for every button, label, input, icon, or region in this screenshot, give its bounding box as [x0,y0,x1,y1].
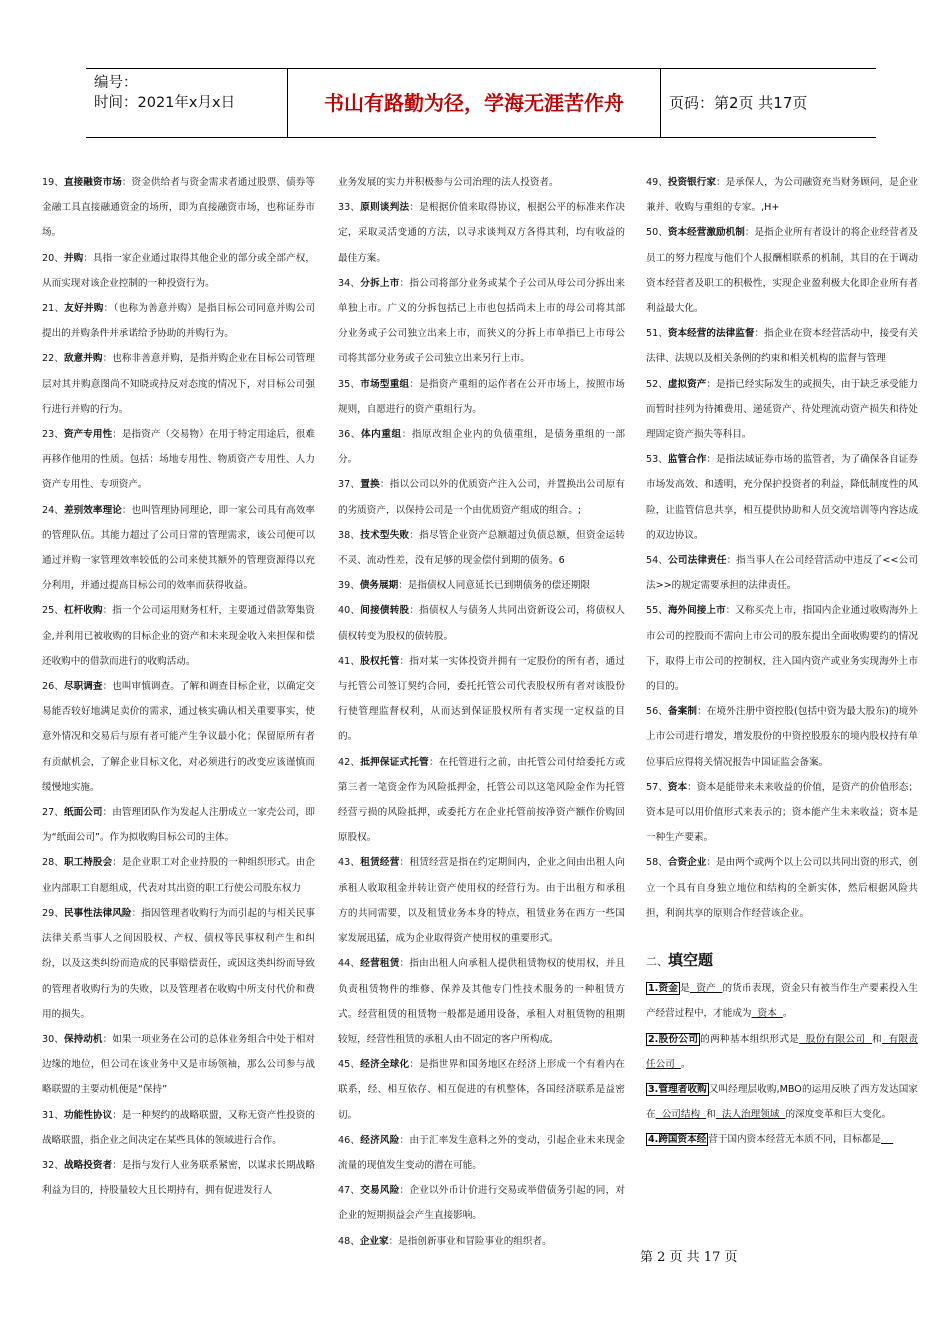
question-text: 的两种基本组织形式是 [700,1033,800,1045]
entry-text: ：是指资产（交易物）在用于特定用途后，很难再移作他用的性质。包括：场地专用性、物质资产专用性、人力资产专用性、专项资产。 [42,429,315,491]
definition-entry [338,951,625,1052]
question-keyword-box: 4.跨国资本经 [648,1134,707,1146]
question-text: 的深度变革和巨大变化。 [785,1109,892,1121]
answer-blank: 法人治理领域 [715,1109,786,1121]
entry-text: ：具指一家企业通过取得其他企业的部分或全部产权，从而实现对该企业控制的一种投资行为。 [42,252,316,289]
entry-text: ：如果一项业务在公司的总体业务组合中处于相对边缘的地位，但公司在该业务中又是市场领袖，那么公司参与战略联盟的主要动机便是“保持” [42,1033,316,1096]
entry-number: 49、 [646,177,668,188]
definition-entry [42,901,315,1027]
entry-number: 25、 [42,605,64,617]
entry-term: 置换 [360,479,380,491]
definition-entry [42,850,315,900]
entry-term: 备案制 [668,706,698,718]
entry-number: 24、 [42,504,64,516]
number-label: 编号： [94,75,138,91]
entry-number: 55、 [646,605,668,617]
entry-term: 股权托管 [360,655,400,667]
answer-blank: 资本 [751,1008,783,1020]
definition-entry [646,598,918,699]
entry-term: 原则谈判法 [360,202,410,214]
entry-text: ：是指企业所有者设计的将企业经营者及员工的努力程度与他们个人报酬相联系的机制，其目的在于调动资本经营者及职工的积极性，实现企业盈利极大化即企业所有者利益最大化。 [646,227,919,315]
entry-term: 企业家 [359,1235,389,1247]
entry-term: 尽职调查 [63,681,103,693]
question-text: 和 [872,1033,882,1045]
entry-number: 31、 [42,1109,64,1121]
entry-text: ：是企业职工对企业持股的一种组织形式。由企业内部职工自愿组成，代表对其出资的职工行使公司股东权力 [42,857,315,894]
entry-number: 44、 [338,958,361,970]
entry-text: ：是指创新事业和冒险事业的组织者。 [388,1235,552,1247]
definition-entry [338,372,625,422]
definition-entry [42,246,315,296]
entry-term: 保持动机 [63,1033,103,1045]
page-footer: 第 2 页 共 17 页 [640,1250,738,1265]
entry-text: ：是一种契约的战略联盟，又称无资产性投资的战略联盟，指企业之间决定在某些具体的领域进行合作。 [42,1109,315,1146]
definition-entry [646,321,918,371]
entry-text: ：是指资产重组的运作者在公开市场上，按照市场规则，自愿进行的资产重组行为。 [338,378,626,415]
entry-number: 19、 [42,177,64,188]
entry-text: ：租赁经营是指在约定期间内，企业之间由出租人向承租人收取租金并转让资产使用权的经营行为。由于出租方和承租方的共同需要，以及租赁业务本身的特点，租赁业务在西方一些国家发展迅猛，成为企业取得资产使用权的重要形式。 [338,857,626,945]
entry-text: 业务发展的实力并积极参与公司治理的法人投资者。 [338,177,559,188]
definition-entry [646,775,918,851]
definition-entry [646,850,918,926]
definition-entry [338,523,625,573]
entry-text: ：（也称为善意并购）是指目标公司同意并购公司提出的并购条件并承诺给予协助的并购行为。 [42,303,316,340]
entry-number: 52、 [646,378,668,390]
entry-text: ：指债权人与债务人共同出资新设公司，将债权人债权转变为股权的债转股。 [338,605,626,642]
entry-term: 合资企业 [667,857,707,869]
definition-entry [338,1052,625,1128]
entry-term: 海外间接上市 [667,605,726,617]
question-keyword-box: 1.资金 [648,983,679,995]
entry-number: 48、 [338,1235,360,1247]
definition-entry [42,346,315,422]
entry-text: ：是指与发行人业务联系紧密，以谋求长期战略利益为目的，持股量较大且长期持有，拥有促进发行人 [42,1159,315,1197]
question-keyword-box: 3.管理者收购 [648,1083,707,1095]
definition-entry [338,1128,625,1178]
entry-text: ：指企业在资本经营活动中，接受有关法律、法规以及相关条例的约束和相关机构的监督与管理 [646,328,918,365]
definition-entry [338,598,625,648]
entry-text: ：是指法域证券市场的监管者，为了确保各自证券市场发高效、和透明，充分保护投资者的利益，降低制度性的风险，让监管信息共享，相互提供协助和人员交流培训等内容达成的双边协议。 [646,454,919,541]
entry-text: ：是根据价值来取得协议，根据公平的标准来作决定，采取灵活变通的方法，以寻求谈判双方各得其利，均有收益的最佳方案。 [338,202,626,264]
entry-number: 33、 [338,202,361,214]
definition-entry [646,548,918,598]
entry-text: ：资本是能带来未来收益的价值，是资产的价值形态；资本是可以用价值形式来表示的；资本能产生未来收益；资本是一种生产要素。 [646,781,918,844]
entry-text: ：指尽管企业资产总额超过负债总额，但资金运转不灵、流动性差，没有足够的现金偿付到期的债务。6 [338,529,626,567]
entry-number: 43、 [338,857,361,869]
entry-number: 26、 [42,681,64,693]
entry-number: 37、 [338,479,361,491]
definition-entry [338,850,625,951]
entry-term: 租赁经营 [360,857,400,869]
column-3 [646,170,918,1153]
definition-entry [646,699,918,775]
entry-text: ：是指债权人同意延长已到期债务的偿还期限 [398,580,591,592]
definition-entry [42,1153,315,1203]
entry-term: 直接融资市场 [63,177,122,188]
question-text: 。 [782,1008,793,1020]
question-text: 。 [680,1058,691,1070]
definition-entry [42,296,315,346]
entry-number: 20、 [42,252,64,264]
definition-entry [338,750,625,851]
entry-text: ：指公司将部分业务或某个子公司从母公司分拆出来单独上市。广义的分拆包括已上市也包括尚未上市的母公司将其部分业务或子公司独立出来上市，而狭义的分拆上市单指已上市母公司将其部分业务或子公司独立出来另行上市。 [338,277,626,365]
definition-entry [338,472,625,522]
definition-entry [42,598,315,674]
entry-number: 46、 [338,1134,361,1146]
entry-number: 54、 [646,555,669,567]
entry-text: ：在托管进行之前，由托管公司付给委托方或第三者一笔资金作为风险抵押金，托管公司以这笔风险金作为托管经营亏损的风险抵押，或委托方在企业托管前按净资产额作价购回原股权。 [338,756,626,844]
answer-blank: 有限责任公司 [646,1033,919,1070]
definition-entry [42,422,315,498]
time-label: 时间：2021年x月x日 [94,95,236,111]
entry-text: ：指当事人在公司经营活动中违反了<<公司法>>的规定需要承担的法律责任。 [646,555,918,592]
entry-term: 杠杆收购 [63,605,103,617]
entry-number: 35、 [338,378,361,390]
entry-term: 监管合作 [667,454,707,466]
entry-number: 41、 [338,655,361,667]
entry-number: 45、 [338,1059,361,1071]
motto: 书山有路勤为径，学海无涯苦作舟 [287,69,661,137]
definition-entry [338,649,625,750]
definition-entry [338,573,625,598]
section-heading: 二、填空题 [646,951,714,970]
definition-entry [42,674,315,800]
question-text: 营于国内资本经营无本质不同，目标都是 [708,1134,881,1146]
entry-term: 分拆上市 [360,277,400,289]
entry-number: 39、 [338,580,360,592]
definition-entry [338,271,625,372]
entry-term: 敌意并购 [63,353,103,365]
entry-term: 体内重组 [360,429,402,441]
entry-term: 职工持股会 [63,857,113,869]
entry-text: ：指由出租人向承租人提供租赁物权的使用权，并且负责租赁物件的维修、保养及其他专门性技术服务的一种租赁方式。经营租赁的租赁物一般都是通用设备，承租人对租赁物的租期较短，经营性租赁的承租人由不固定的客户所构成。 [338,958,626,1045]
entry-text: ：资金供给者与资金需求者通过股票、债券等金融工具直接融通资金的场所，即为直接融资市场，也称证券市场。 [42,177,315,239]
entry-text: ：企业以外币计价进行交易或举借债务引起的同，对企业的短期损益会产生直接影响。 [338,1185,626,1222]
entry-text: ：在境外注册中资控股(包括中资为最大股东)的境外上市公司进行增发，增发股份的中资控股股东的境内股权持有单位事后应得将关情况报告中国证监会备案。 [646,706,918,768]
entry-text: ：又称买壳上市，指国内企业通过收购海外上市公司的控股而不需向上市公司的股东提出全面收购要约的情况下，取得上市公司的控制权，注入国内资产或业务实现海外上市的目的。 [646,605,918,693]
entry-text: ：是指世界和国务地区在经济上形成一个有着内在联系，经、相互依存、相互促进的有机整体，各国经济联系是益密切。 [338,1059,626,1121]
entry-number: 22、 [42,353,64,365]
header-left [94,69,284,141]
entry-number: 58、 [646,857,668,869]
entry-term: 交易风险 [360,1185,400,1197]
definition-entry [338,1229,625,1254]
entry-number: 42、 [338,756,361,768]
entry-term: 并购 [63,252,84,264]
answer-blank: 股份有限公司 [799,1033,873,1045]
entry-number: 57、 [646,781,668,793]
definition-entry [42,800,315,850]
definition-entry [338,195,625,271]
entry-number: 40、 [338,605,361,617]
answer-blank [881,1134,893,1145]
entry-text: ：是指已经实际发生的或损失，由于缺乏承受能力而暂时挂列为待摊费用、递延资产、待处理流动资产损失和待处理固定资产损失等科目。 [646,378,919,441]
entry-term: 抵押保证式托管 [360,756,429,768]
entry-term: 经济全球化 [360,1059,410,1071]
definition-entry [646,220,918,321]
entry-term: 投资银行家 [667,177,716,188]
definition-entry [338,170,625,195]
definition-entry [338,422,625,472]
question-keyword-box: 2.股份公司 [648,1033,699,1045]
fill-blank-question [646,1077,918,1127]
definition-entry [646,447,918,548]
entry-number: 34、 [338,277,361,289]
question-text: 和 [706,1109,716,1121]
entry-number: 53、 [646,454,668,466]
entry-number: 56、 [646,706,669,718]
entry-number: 30、 [42,1033,64,1045]
entry-term: 资本经营激励机制 [667,227,745,239]
fill-blank-question [646,1127,918,1152]
entry-term: 功能性协议 [63,1109,113,1121]
definition-entry [646,170,918,220]
entry-text: ：也称非善意并购，是指并购企业在目标公司管理层对其并购意图尚不知晓或持反对态度的情况下，对目标公司强行进行并购的行为。 [42,353,316,415]
entry-number: 23、 [42,429,64,441]
entry-text: ：指因管理者收购行为而引起的与相关民事法律关系当事人之间因股权、产权、债权等民事权利产生和纠纷，以及这类纠纷而造成的民事赔偿责任，或因这类纠纷而导致的管理者收购行为的失败，以及管理者在收购中所支付代价和费用的损失。 [42,907,316,1020]
entry-text: ：是承保人，为公司融资充当财务顾问，是企业兼并、收购与重组的专家。,H+ [646,177,918,214]
definition-entry [42,170,315,246]
entry-term: 友好并购 [64,303,104,315]
entry-term: 纸面公司 [63,807,103,819]
entry-text: ：也叫审慎调查。了解和调查目标企业，以确定交易能否较好地满足卖价的需求，通过核实确认相关重要事实，使意外情况和交易后与原有者可能产生争议最小化；保留原所有者有贡献机会，了解企业目标文化，对必须进行的改变应该谨慎而缓慢地实施。 [42,681,316,793]
question-text: 是 [680,983,690,995]
fill-blank-question [646,976,918,1026]
entry-text: ：指一个公司运用财务杠杆，主要通过借款筹集资金,并利用已被收购的目标企业的资产和未来现金收入来担保和偿还收购中的借款而进行的收购活动。 [42,605,316,667]
entry-text: ：指以公司以外的优质资产注入公司，并置换出公司原有的劣质资产，以保持公司是一个由优质资产组成的组合。; [338,479,626,516]
entry-term: 资本 [667,781,688,793]
entry-number: 38、 [338,529,361,541]
entry-text: ：由管理团队作为发起人注册成立一家壳公司，即为“纸面公司”。作为拟收购目标公司的主体。 [42,807,316,844]
entry-number: 27、 [42,807,64,819]
entry-number: 50、 [646,227,668,239]
entry-term: 市场型重组 [360,378,410,390]
entry-number: 36、 [338,429,361,441]
question-text: 的货币表现，资金只有被当作生产要素投入生产经营过程中，才能成为 [646,983,919,1020]
entry-term: 经营租赁 [360,958,400,970]
question-text: 又叫经理层收购,MBO的运用反映了西方发达国家在 [646,1083,918,1121]
definition-entry [338,1178,625,1228]
column-2 [338,170,625,1254]
definition-entry [42,1103,315,1153]
column-1 [42,170,315,1203]
entry-term: 经济风险 [360,1134,400,1146]
entry-term: 战略投资者 [63,1159,113,1171]
entry-number: 29、 [42,907,64,919]
entry-term: 债务展期 [359,580,399,592]
definition-entry [42,498,315,599]
entry-text: ：是由两个或两个以上公司以共同出资的形式，创立一个具有自身独立地位和结构的全新实体，然后根据风险共担，利润共享的原则合作经营该企业。 [646,857,919,919]
answer-blank: 公司结构 [655,1109,707,1121]
entry-term: 资产专用性 [63,429,113,441]
entry-number: 47、 [338,1185,361,1197]
answer-blank: 资产 [689,983,723,995]
page-header [86,68,876,138]
entry-number: 21、 [42,303,65,315]
entry-term: 资本经营的法律监督 [667,328,755,340]
fill-blank-question [646,1027,918,1077]
entry-text: ：指对某一实体投资并拥有一定股份的所有者，通过与托管公司签订契约合同，委托托管公司代表股权所有者对该股份行使管理监督权利，从而达到保证股权所有者实现一定权益的目的。 [338,655,626,743]
definition-entry [646,372,918,448]
entry-text: ：也叫管理协同理论，即一家公司具有高效率的管理队伍。其能力超过了公司日常的管理需求，该公司便可以通过并购一家管理效率较低的公司来使其额外的管理资源得以充分利用，并通过提高目标公司的效率而获得收益。 [42,504,315,592]
entry-text: ：指原改组企业内的负债重组，是债务重组的一部分。 [338,429,625,466]
page-label: 页码：第2页 共17页 [669,94,808,112]
entry-term: 间接债转股 [360,605,410,617]
entry-term: 虚拟资产 [667,378,707,390]
definition-entry [42,1027,315,1103]
entry-term: 公司法律责任 [668,555,727,567]
entry-number: 51、 [646,328,668,340]
entry-term: 技术型失败 [360,529,410,541]
entry-number: 28、 [42,857,64,869]
entry-number: 32、 [42,1159,64,1171]
entry-text: ：由于汇率发生意料之外的变动，引起企业未来现金流量的现值发生变动的潜在可能。 [338,1134,626,1171]
entry-term: 民事性法律风险 [63,907,132,919]
entry-term: 差别效率理论 [63,504,122,516]
